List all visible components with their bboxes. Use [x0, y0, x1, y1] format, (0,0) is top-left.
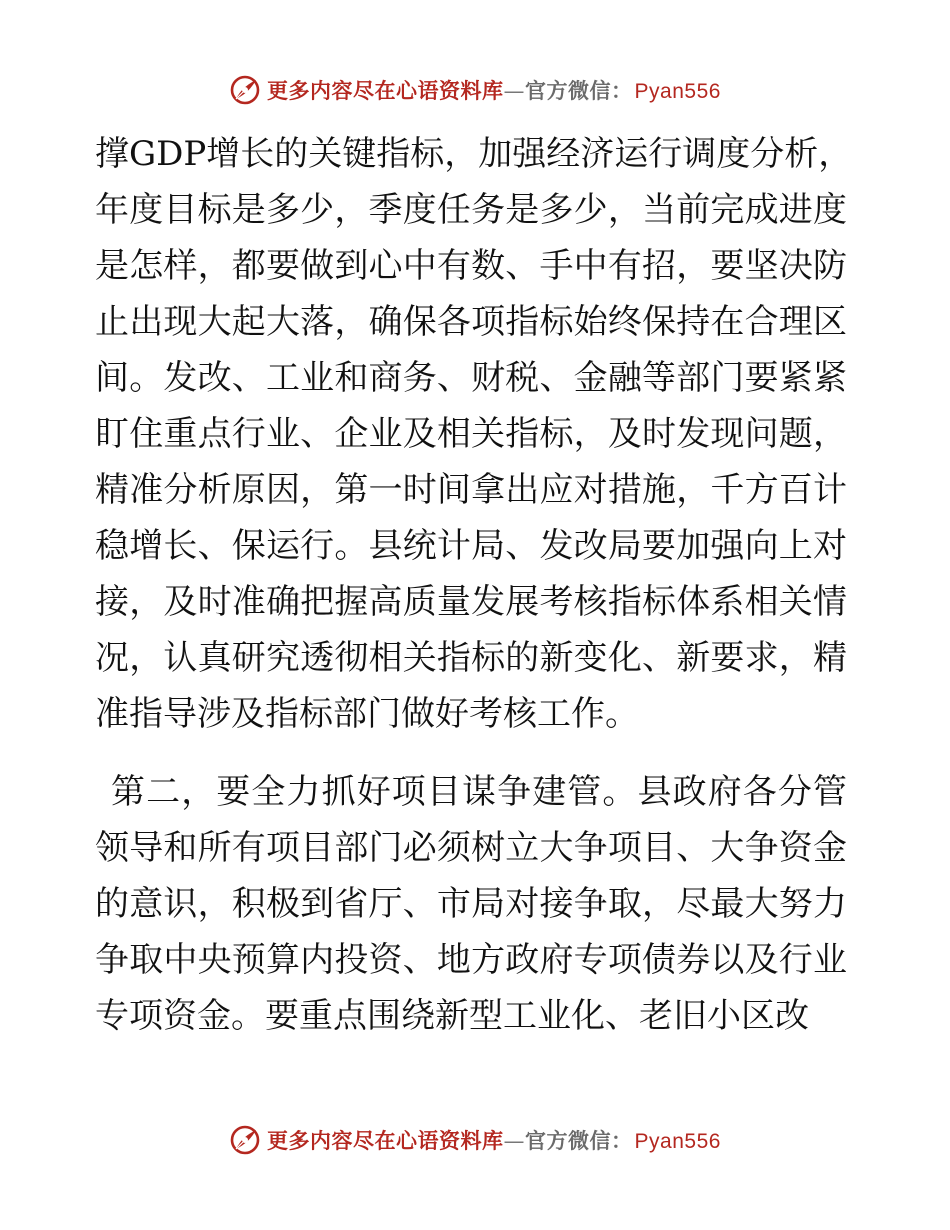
text-line: 盯住重点行业、企业及相关指标，及时发现问题， — [95, 414, 847, 454]
footer-banner — [0, 1120, 950, 1160]
wechat-label: 官方微信： — [525, 1128, 633, 1153]
document-body — [95, 126, 855, 1044]
banner-text — [267, 1125, 721, 1155]
banner-dash: — — [503, 79, 526, 103]
text-line: 稳增长、保运行。县统计局、发改局要加强向上对 — [95, 526, 847, 566]
banner-dash: — — [503, 1129, 526, 1153]
feather-pen-circle-icon — [229, 74, 261, 106]
text-line: 领导和所有项目部门必须树立大争项目、大争资金 — [95, 828, 847, 868]
paragraph-2 — [95, 764, 855, 1044]
text-line: 接，及时准确把握高质量发展考核指标体系相关情 — [95, 582, 847, 622]
wechat-account: Pyan556 — [634, 80, 721, 103]
wechat-label: 官方微信： — [525, 78, 633, 103]
text-line: 止出现大起大落，确保各项指标始终保持在合理区 — [95, 302, 847, 342]
feather-pen-circle-icon — [229, 1124, 261, 1156]
header-banner — [0, 70, 950, 110]
text-line: 撑GDP增长的关键指标，加强经济运行调度分析， — [95, 134, 853, 174]
banner-text — [267, 75, 721, 105]
text-line: 第二，要全力抓好项目谋争建管。县政府各分管 — [111, 772, 847, 812]
text-line: 专项资金。要重点围绕新型工业化、老旧小区改 — [95, 996, 809, 1036]
text-line: 的意识，积极到省厅、市局对接争取，尽最大努力 — [95, 884, 847, 924]
paragraph-1 — [95, 126, 855, 742]
text-line: 争取中央预算内投资、地方政府专项债券以及行业 — [95, 940, 847, 980]
text-line: 精准分析原因，第一时间拿出应对措施，千方百计 — [95, 470, 847, 510]
text-line: 况，认真研究透彻相关指标的新变化、新要求，精 — [95, 638, 847, 678]
text-line: 是怎样，都要做到心中有数、手中有招，要坚决防 — [95, 246, 847, 286]
text-line: 年度目标是多少，季度任务是多少，当前完成进度 — [95, 190, 847, 230]
text-line: 间。发改、工业和商务、财税、金融等部门要紧紧 — [95, 358, 847, 398]
paragraph-spacer — [95, 742, 855, 764]
promo-text: 更多内容尽在心语资料库 — [267, 78, 504, 103]
wechat-account: Pyan556 — [634, 1130, 721, 1153]
text-line: 准指导涉及指标部门做好考核工作。 — [95, 694, 639, 734]
promo-text: 更多内容尽在心语资料库 — [267, 1128, 504, 1153]
